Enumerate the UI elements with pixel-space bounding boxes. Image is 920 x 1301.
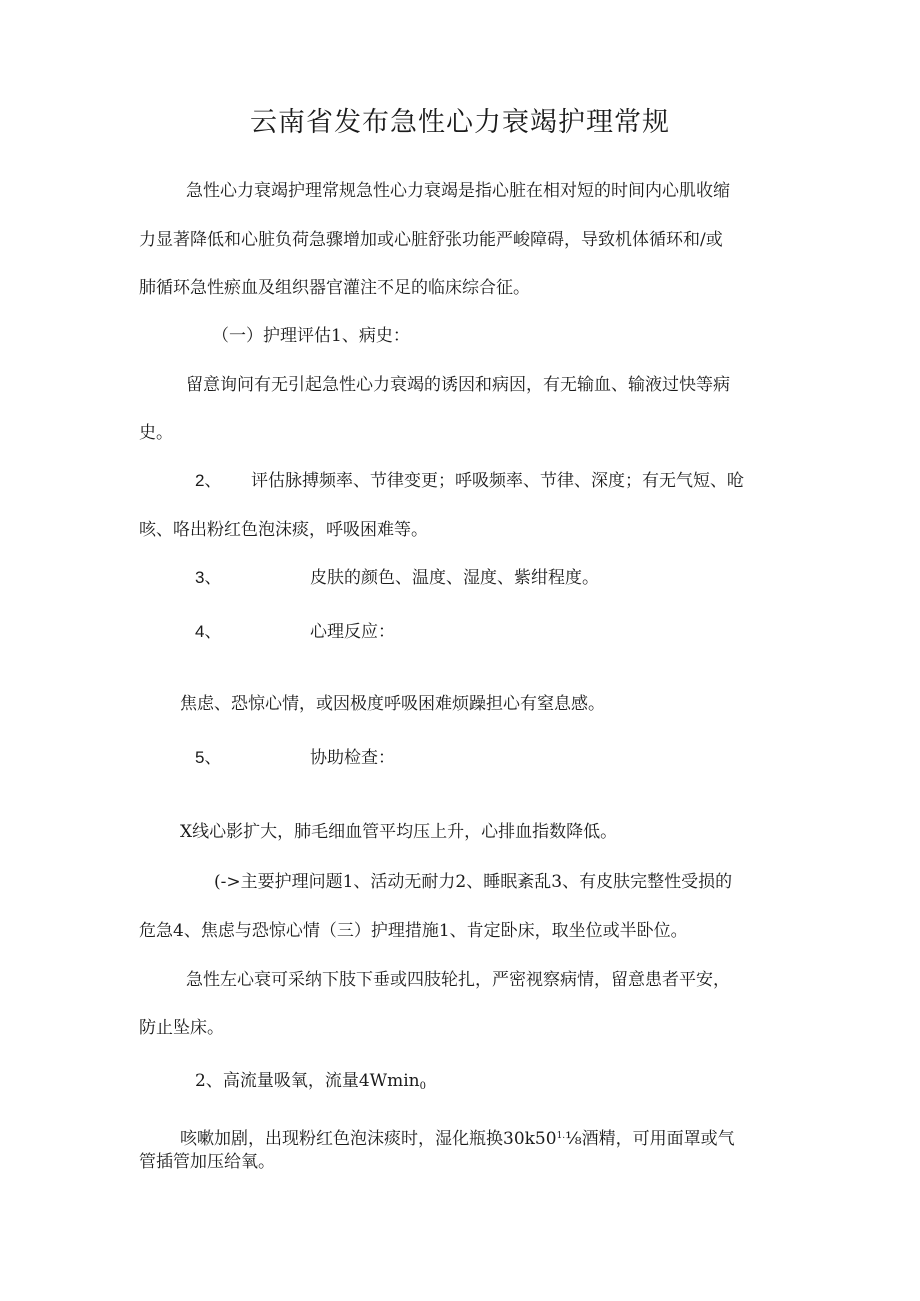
oxygen-flow-text: 2、高流量吸氧，流量4Wmin: [195, 1071, 420, 1091]
item-3-text: 皮肤的颜色、温度、湿度、紫绀程度。: [310, 568, 599, 588]
item-3-number: 3、: [195, 568, 222, 587]
item-2-number: 2、: [195, 471, 222, 490]
humidifier-superscript: 1.: [556, 1131, 566, 1141]
paragraph-definition-line-3: 肺循环急性瘀血及组织器官灌注不足的临床综合征。: [139, 278, 530, 298]
item-4-text: 心理反应：: [310, 622, 395, 642]
oxygen-flow-subscript: 0: [419, 1081, 426, 1092]
paragraph-definition-line-1: 急性心力衰竭护理常规急性心力衰竭是指心脏在相对短的时间内心肌收缩: [186, 181, 730, 201]
oxygen-flow-line: [195, 1067, 426, 1101]
document-title: 云南省发布急性心力衰竭护理常规: [250, 107, 670, 138]
paragraph-measures-line-2: 防止坠床。: [139, 1018, 224, 1038]
item-4-detail: 焦虑、恐惊心情，或因极度呼吸困难烦躁担心有窒息感。: [180, 694, 605, 714]
paragraph-humidifier-line-2: 管插管加压给氧。: [139, 1152, 275, 1172]
humidifier-text-a: 咳嗽加剧，出现粉红色泡沫痰时，湿化瓶换30k50: [180, 1129, 557, 1149]
paragraph-definition-line-2: 力显著降低和心脏负荷急骤增加或心脏舒张功能严峻障碍，导致机体循环和/或: [139, 230, 723, 250]
paragraph-history-line-1: 留意询问有无引起急性心力衰竭的诱因和病因，有无输血、输液过快等病: [186, 375, 730, 395]
paragraph-problems-line-1: (->主要护理问题1、活动无耐力2、睡眠紊乱3、有皮肤完整性受损的: [214, 872, 733, 892]
paragraph-measures-line-1: 急性左心衰可采纳下肢下垂或四肢轮扎，严密视察病情，留意患者平安，: [186, 970, 730, 990]
paragraph-problems-line-2: 危急4、焦虑与恐惊心情（三）护理措施1、肯定卧床，取坐位或半卧位。: [139, 921, 688, 941]
item-5-text: 协助检查：: [310, 748, 395, 768]
item-5-number: 5、: [195, 748, 222, 767]
item-2-line-1: 评估脉搏频率、节律变更；呼吸频率、节律、深度；有无气短、呛: [251, 471, 744, 491]
item-2-line-2: 咳、咯出粉红色泡沫痰，呼吸困难等。: [139, 520, 428, 540]
paragraph-history-line-2: 史。: [139, 423, 173, 443]
humidifier-text-b: ⅛酒精，可用面罩或气: [565, 1129, 735, 1149]
item-5-detail: X线心影扩大，肺毛细血管平均压上升，心排血指数降低。: [180, 822, 618, 842]
item-4-number: 4、: [195, 622, 222, 641]
section-assessment-heading: （一）护理评估1、病史：: [212, 326, 410, 346]
